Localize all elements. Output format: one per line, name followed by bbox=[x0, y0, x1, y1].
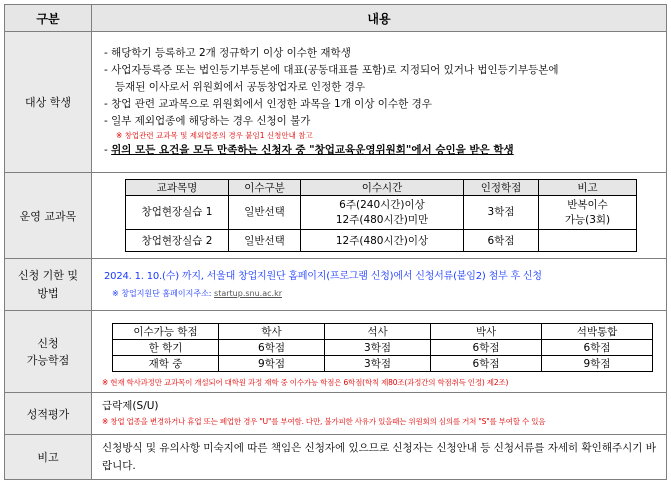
credits-header: 석박통합 bbox=[542, 324, 653, 340]
credits-header: 박사 bbox=[431, 324, 542, 340]
target-note: ※ 창업관련 교과목 및 제외업종의 경우 붙임1 신청안내 참고 bbox=[116, 131, 313, 140]
credits-table bbox=[112, 323, 653, 372]
courses-content bbox=[92, 173, 667, 259]
credits-cell: 3학점 bbox=[325, 340, 431, 356]
course-header-name: 교과목명 bbox=[126, 180, 229, 196]
row-courses bbox=[5, 173, 667, 259]
credits-cell: 6학점 bbox=[219, 340, 325, 356]
grading-note: ※ 창업 업종을 변경하거나 휴업 또는 폐업한 경우 "U"를 부여함. 다만, 불가피한 사유가 있을때는 위원회의 심의를 거쳐 "S"를 부여할 수 있음 bbox=[102, 416, 546, 426]
credits-header: 석사 bbox=[325, 324, 431, 340]
course-name: 창업현장실습 1 bbox=[126, 196, 229, 230]
label-courses: 운영 교과목 bbox=[5, 173, 92, 259]
credits-cell: 6학점 bbox=[431, 356, 542, 372]
credits-header: 학사 bbox=[219, 324, 325, 340]
target-final-requirement: 위의 모든 요건을 모두 만족하는 신청자 중 "창업교육운영위원회"에서 승인을 받은 학생 bbox=[111, 144, 514, 156]
row-deadline bbox=[5, 259, 667, 311]
target-line: - 해당학기 등록하고 2개 정규학기 이상 이수한 재학생 bbox=[104, 47, 351, 59]
label-grading: 성적평가 bbox=[5, 393, 92, 435]
course-row bbox=[126, 196, 637, 230]
credits-cell: 3학점 bbox=[325, 356, 431, 372]
remarks-text: 신청방식 및 유의사항 미숙지에 따른 책임은 신청자에 있으므로 신청자는 신청안내 등 신청서류를 자세히 확인해주시기 바랍니다. bbox=[92, 435, 667, 480]
credits-header: 이수가능 학점 bbox=[113, 324, 219, 340]
course-header-type: 이수구분 bbox=[229, 180, 301, 196]
course-name: 창업현장실습 2 bbox=[126, 230, 229, 252]
site-link[interactable]: startup.snu.ac.kr bbox=[214, 288, 282, 298]
credits-note: ※ 현재 학사과정만 교과목이 개설되어 대학원 과정 재학 중 이수가능 학점은 6학점(학칙 제80조(과정간의 학점취득 인정) 제2조) bbox=[102, 378, 509, 387]
course-header-note: 비고 bbox=[539, 180, 637, 196]
target-line: - 일부 제외업종에 해당하는 경우 신청이 불가 bbox=[104, 115, 311, 127]
credits-cell: 6학점 bbox=[431, 340, 542, 356]
credits-content bbox=[92, 311, 667, 393]
credits-cell: 9학점 bbox=[542, 356, 653, 372]
deadline-text: 2024. 1. 10.(수) 까지, 서울대 창업지원단 홈페이지(프로그램 신청)에서 신청서류(붙임2) 첨부 후 신청 bbox=[104, 270, 542, 282]
header-content: 내용 bbox=[92, 5, 667, 32]
label-target-students: 대상 학생 bbox=[5, 32, 92, 173]
credits-cell: 재학 중 bbox=[113, 356, 219, 372]
label-credits: 신청 가능학점 bbox=[5, 311, 92, 393]
program-table bbox=[4, 4, 667, 480]
deadline-content bbox=[92, 259, 667, 311]
course-header-hours: 이수시간 bbox=[301, 180, 464, 196]
credits-cell: 한 학기 bbox=[113, 340, 219, 356]
course-row bbox=[126, 230, 637, 252]
row-target-students bbox=[5, 32, 667, 173]
course-note bbox=[539, 230, 637, 252]
course-note: 반복이수 가능(3회) bbox=[539, 196, 637, 230]
course-credit: 6학점 bbox=[464, 230, 539, 252]
site-prefix: ※ 창업지원단 홈페이지주소: bbox=[112, 288, 215, 298]
grading-content bbox=[92, 393, 667, 435]
target-line: 등재된 이사로서 위원회에서 공동창업자로 인정한 경우 bbox=[115, 81, 365, 93]
credits-cell: 6학점 bbox=[542, 340, 653, 356]
credits-row bbox=[113, 356, 653, 372]
site-line bbox=[104, 285, 666, 302]
label-remarks: 비고 bbox=[5, 435, 92, 480]
course-header-credit: 인정학점 bbox=[464, 180, 539, 196]
row-credits bbox=[5, 311, 667, 393]
target-line: - 창업 관련 교과목으로 위원회에서 인정한 과목을 1개 이상 이수한 경우 bbox=[104, 98, 432, 110]
header-category: 구분 bbox=[5, 5, 92, 32]
credits-cell: 9학점 bbox=[219, 356, 325, 372]
row-grading bbox=[5, 393, 667, 435]
target-final-prefix: - bbox=[104, 144, 112, 156]
course-hours: 12주(480시간)이상 bbox=[301, 230, 464, 252]
row-remarks bbox=[5, 435, 667, 480]
grading-value: 급락제(S/U) bbox=[102, 399, 159, 412]
course-credit: 3학점 bbox=[464, 196, 539, 230]
course-type: 일반선택 bbox=[229, 196, 301, 230]
target-final-line bbox=[104, 142, 666, 159]
credits-header-row bbox=[113, 324, 653, 340]
header-row bbox=[5, 5, 667, 32]
label-deadline: 신청 기한 및 방법 bbox=[5, 259, 92, 311]
target-line: - 사업자등록증 또는 법인등기부등본에 대표(공동대표를 포함)로 지정되어 있거나 법인등기부등본에 bbox=[104, 64, 559, 76]
course-type: 일반선택 bbox=[229, 230, 301, 252]
course-hours: 6주(240시간)이상 12주(480시간)미만 bbox=[301, 196, 464, 230]
course-header-row bbox=[126, 180, 637, 196]
course-table bbox=[125, 179, 637, 252]
target-content bbox=[92, 32, 667, 173]
credits-row bbox=[113, 340, 653, 356]
